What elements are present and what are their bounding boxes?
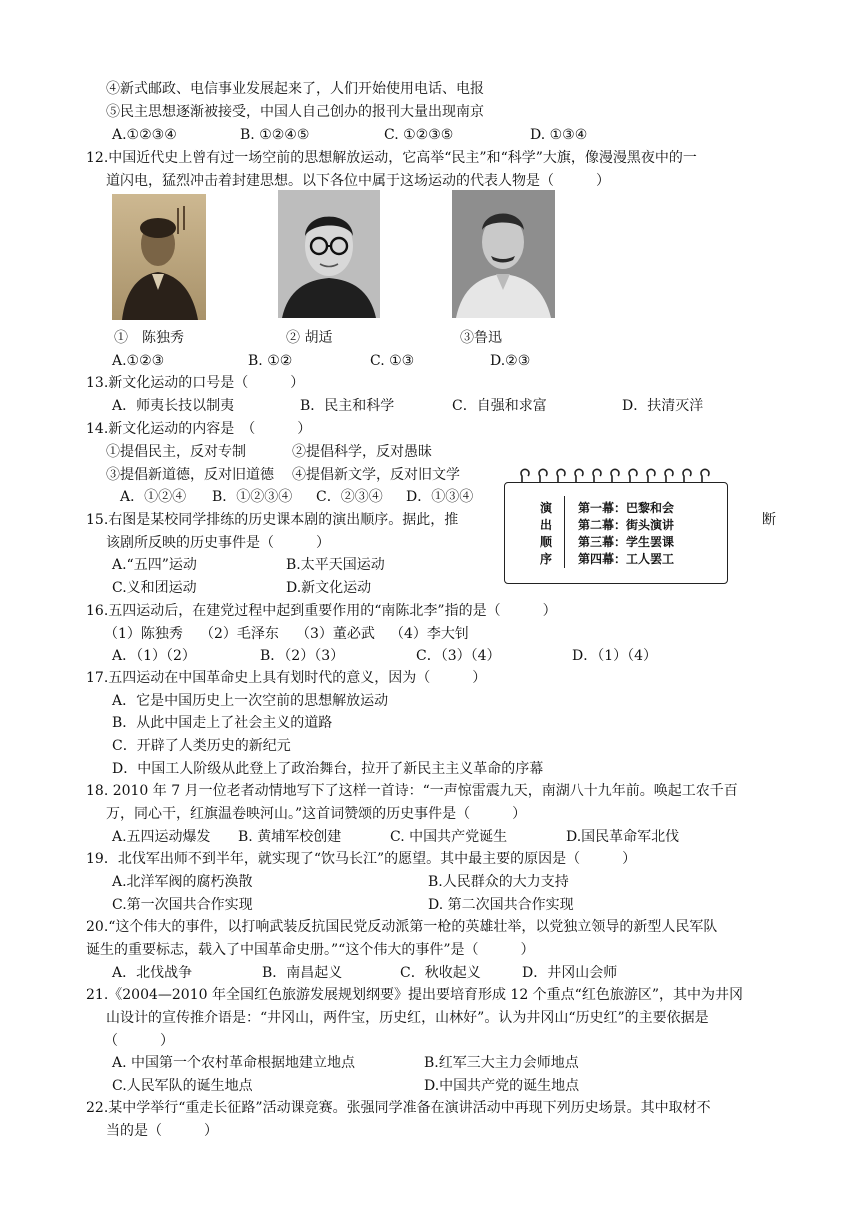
q22-stem-line-1: 22.某中学举行“重走长征路”活动课竞赛。张强同学准备在演讲活动中再现下列历史场景。其中取材不 <box>86 1100 711 1116</box>
q14-item-4: ④提倡新文学，反对旧文学 <box>292 467 460 483</box>
q16-option-b: B．（2）（3） <box>260 648 345 664</box>
q17-option-c: C．开辟了人类历史的新纪元 <box>112 738 291 754</box>
q11-option-a: A.①②③④ <box>112 127 177 143</box>
portrait-lu-xun <box>452 190 555 318</box>
q20-stem-line-2: 诞生的重要标志，载入了中国革命史册。”“这个伟大的事件”是（ ） <box>86 942 535 958</box>
q12-option-c: C. ①③ <box>370 353 415 369</box>
q14-stem: 14.新文化运动的内容是 （ ） <box>86 421 312 437</box>
q13-option-a: A．师夷长技以制夷 <box>112 398 235 414</box>
q20-option-d: D．井冈山会师 <box>522 965 618 981</box>
q16-option-c: C．（3）（4） <box>416 648 501 664</box>
q14-item-2: ②提倡科学，反对愚昧 <box>292 444 432 460</box>
q22-stem-line-2: 当的是（ ） <box>106 1123 218 1139</box>
q21-option-b: B.红军三大主力会师地点 <box>424 1055 579 1071</box>
card-divider <box>564 496 565 568</box>
performance-order-card <box>500 468 730 584</box>
q21-option-c: C.人民军队的诞生地点 <box>112 1078 253 1094</box>
q18-option-d: D.国民革命军北伐 <box>566 829 680 845</box>
act-item: 第二幕：街头演讲 <box>578 518 675 532</box>
q18-stem-line-2: 万，同心干，红旗温卷映河山。”这首词赞颂的历史事件是（ ） <box>106 806 527 822</box>
q13-option-d: D．扶清灭洋 <box>622 398 704 414</box>
q21-stem-line-3: （ ） <box>104 1033 174 1049</box>
side-char: 演 <box>539 501 552 515</box>
portrait-chen-duxiu <box>112 194 206 320</box>
q19-option-c: C.第一次国共合作实现 <box>112 897 253 913</box>
q16-item-1: （1）陈独秀 <box>104 626 183 642</box>
q17-option-b: B．从此中国走上了社会主义的道路 <box>112 715 333 731</box>
act-item: 第三幕：学生罢课 <box>578 535 675 549</box>
q16-item-3: （3）董必武 <box>296 626 375 642</box>
q15-option-c: C.义和团运动 <box>112 580 197 596</box>
side-char: 顺 <box>539 535 552 549</box>
q20-stem-line-1: 20.“这个伟大的事件，以打响武装反抗国民党反动派第一枪的英雄壮举，以党独立领导的新型人民军队 <box>86 919 718 935</box>
card-acts <box>578 500 674 568</box>
q12-caption-2: ② 胡适 <box>286 330 333 346</box>
q13-stem: 13.新文化运动的口号是（ ） <box>86 375 305 391</box>
q20-option-b: B．南昌起义 <box>262 965 343 981</box>
q15-option-b: B.太平天国运动 <box>286 557 385 573</box>
q12-caption-1: ① 陈独秀 <box>114 330 184 346</box>
q19-option-d: D. 第二次国共合作实现 <box>428 897 574 913</box>
q18-option-a: A.五四运动爆发 <box>112 829 211 845</box>
q11-option-d: D. ①③④ <box>530 127 588 143</box>
act-item: 第四幕：工人罢工 <box>578 552 675 566</box>
q17-stem: 17.五四运动在中国革命史上具有划时代的意义，因为（ ） <box>86 670 487 686</box>
q16-item-2: （2）毛泽东 <box>200 626 279 642</box>
q14-item-1: ①提倡民主，反对专制 <box>106 444 246 460</box>
q15-stem-line-1-end: 断 <box>762 512 776 528</box>
q20-option-c: C．秋收起义 <box>400 965 481 981</box>
q12-option-b: B. ①② <box>248 353 293 369</box>
q17-option-d: D．中国工人阶级从此登上了政治舞台，拉开了新民主主义革命的序幕 <box>112 761 544 777</box>
q19-stem: 19．北伐军出师不到半年，就实现了“饮马长江”的愿望。其中最主要的原因是（ ） <box>86 851 637 867</box>
q14-option-b: B．①②③④ <box>212 489 293 505</box>
q16-option-d: D．（1）（4） <box>572 648 658 664</box>
q18-option-b: B. 黄埔军校创建 <box>238 829 342 845</box>
q18-option-c: C. 中国共产党诞生 <box>390 829 508 845</box>
act-item: 第一幕：巴黎和会 <box>578 501 675 515</box>
q21-stem-line-2: 山设计的宣传推介语是：“井冈山，两件宝，历史红，山林好”。认为井冈山“历史红”的主要依据是 <box>106 1010 709 1026</box>
q16-option-a: A．（1）（2） <box>112 648 196 664</box>
q15-option-a: A.“五四”运动 <box>112 557 197 573</box>
q11-option-c: C. ①②③⑤ <box>384 127 454 143</box>
q15-option-d: D.新文化运动 <box>286 580 372 596</box>
q11-item-4: ④新式邮政、电信事业发展起来了，人们开始使用电话、电报 <box>106 81 484 97</box>
q11-item-5: ⑤民主思想逐渐被接受，中国人自己创办的报刊大量出现南京 <box>106 104 484 120</box>
q21-option-a: A. 中国第一个农村革命根据地建立地点 <box>112 1055 356 1071</box>
q11-option-b: B. ①②④⑤ <box>240 127 310 143</box>
q14-option-d: D．①③④ <box>406 489 474 505</box>
q12-caption-3: ③鲁迅 <box>460 330 502 346</box>
q13-option-c: C．自强和求富 <box>452 398 547 414</box>
card-side-label <box>536 500 556 568</box>
q12-stem-line-2: 道闪电，猛烈冲击着封建思想。以下各位中属于这场运动的代表人物是（ ） <box>106 173 610 189</box>
q14-item-3: ③提倡新道德，反对旧道德 <box>106 467 274 483</box>
q19-option-a: A.北洋军阀的腐朽涣散 <box>112 874 253 890</box>
q15-stem-line-2: 该剧所反映的历史事件是（ ） <box>106 535 330 551</box>
portrait-hu-shi <box>278 190 380 318</box>
q12-option-d: D.②③ <box>490 353 531 369</box>
q20-option-a: A．北伐战争 <box>112 965 193 981</box>
q12-option-a: A.①②③ <box>112 353 165 369</box>
q15-stem-line-1: 15.右图是某校同学排练的历史课本剧的演出顺序。据此，推 <box>86 512 459 528</box>
q14-option-a: A．①②④ <box>120 489 187 505</box>
q17-option-a: A．它是中国历史上一次空前的思想解放运动 <box>112 693 389 709</box>
q21-stem-line-1: 21.《2004—2010 年全国红色旅游发展规划纲要》提出要培育形成 12 个重点“红色旅游区”，其中为井冈 <box>86 987 743 1003</box>
q16-item-4: （4）李大钊 <box>390 626 469 642</box>
q21-option-d: D.中国共产党的诞生地点 <box>424 1078 580 1094</box>
q16-stem: 16.五四运动后，在建党过程中起到重要作用的“南陈北李”指的是（ ） <box>86 603 557 619</box>
q13-option-b: B．民主和科学 <box>300 398 395 414</box>
side-char: 出 <box>539 518 552 532</box>
q12-stem-line-1: 12.中国近代史上曾有过一场空前的思想解放运动，它高举“民主”和“科学”大旗，像漫漫黑夜中的一 <box>86 150 697 166</box>
q14-option-c: C．②③④ <box>316 489 383 505</box>
side-char: 序 <box>539 552 552 566</box>
q19-option-b: B.人民群众的大力支持 <box>428 874 569 890</box>
q18-stem-line-1: 18. 2010 年 7 月一位老者动情地写下了这样一首诗：“一声惊雷震九天，南湖八十九年前。唤起工农千百 <box>86 783 738 799</box>
